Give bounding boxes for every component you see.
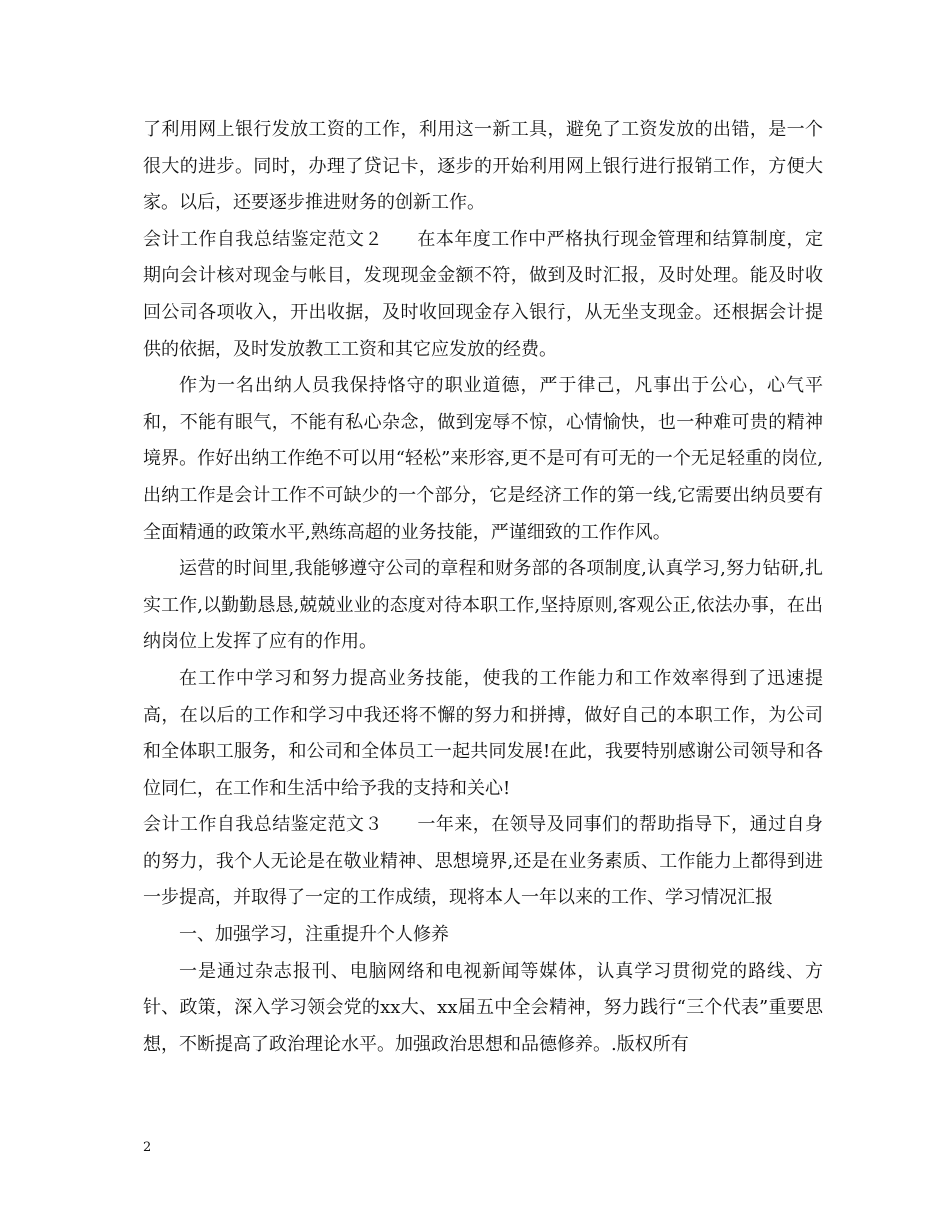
paragraph-3 bbox=[143, 368, 823, 551]
paragraph-5-text: 在工作中学习和努力提高业务技能，使我的工作能力和工作效率得到了迅速提高，在以后的工作和学习中我还将不懈的努力和拼搏，做好自己的本职工作，为公司和全体职工服务，和公司和全体员工一起共同发展!在此，我要特别感谢公司领导和各位同仁，在工作和生活中给予我的支持和关心! bbox=[143, 667, 823, 799]
paragraph-4-text: 运营的时间里,我能够遵守公司的章程和财务部的各项制度,认真学习,努力钻研,扎实工作,以勤勤恳恳,兢兢业业的态度对待本职工作,坚持原则,客观公正,依法办事，在出纳岗位上发挥了应有的作用。 bbox=[143, 558, 823, 653]
paragraph-1-text: 了利用网上银行发放工资的工作，利用这一新工具，避免了工资发放的出错，是一个很大的进步。同时，办理了贷记卡，逐步的开始利用网上银行进行报销工作，方便大家。以后，还要逐步推进财务的创新工作。 bbox=[143, 119, 823, 214]
paragraph-8 bbox=[143, 954, 823, 1064]
paragraph-7 bbox=[143, 917, 823, 954]
section-heading-3: 会计工作自我总结鉴定范文３ bbox=[143, 814, 383, 836]
paragraph-1 bbox=[143, 112, 823, 222]
paragraph-2-text: 在本年度工作中严格执行现金管理和结算制度，定期向会计核对现金与帐目，发现现金金额不符，做到及时汇报，及时处理。能及时收回公司各项收入，开出收据，及时收回现金存入银行，从无坐支现金。还根据会计提供的依据，及时发放教工工资和其它应发放的经费。 bbox=[143, 228, 824, 360]
paragraph-4 bbox=[143, 551, 823, 661]
paragraph-6 bbox=[143, 807, 823, 917]
document-body bbox=[143, 112, 823, 1063]
page-number: 2 bbox=[143, 1140, 152, 1155]
section-heading-2: 会计工作自我总结鉴定范文２ bbox=[143, 228, 383, 250]
subheading-1: 一、加强学习，注重提升个人修养 bbox=[179, 924, 449, 946]
paragraph-6-text: 一年来，在领导及同事们的帮助指导下，通过自身的努力，我个人无论是在敬业精神、思想境界,还是在业务素质、工作能力上都得到进一步提高，并取得了一定的工作成绩，现将本人一年以来的工作、学习情况汇报 bbox=[143, 814, 824, 909]
paragraph-2 bbox=[143, 222, 823, 368]
paragraph-3-text: 作为一名出纳人员我保持恪守的职业道德，严于律己，凡事出于公心，心气平和，不能有眼气，不能有私心杂念，做到宠辱不惊，心情愉快，也一种难可贵的精神境界。作好出纳工作绝不可以用“轻松”来形容,更不是可有可无的一个无足轻重的岗位,出纳工作是会计工作不可缺少的一个部分，它是经济工作的第一线,它需要出纳员要有全面精通的政策水平,熟练高超的业务技能，严谨细致的工作作风。 bbox=[143, 375, 823, 543]
paragraph-8-text: 一是通过杂志报刊、电脑网络和电视新闻等媒体，认真学习贯彻党的路线、方针、政策，深入学习领会党的xx大、xx届五中全会精神，努力践行“三个代表”重要思想，不断提高了政治理论水平。加强政治思想和品德修养。.版权所有 bbox=[143, 960, 823, 1055]
paragraph-5 bbox=[143, 661, 823, 807]
